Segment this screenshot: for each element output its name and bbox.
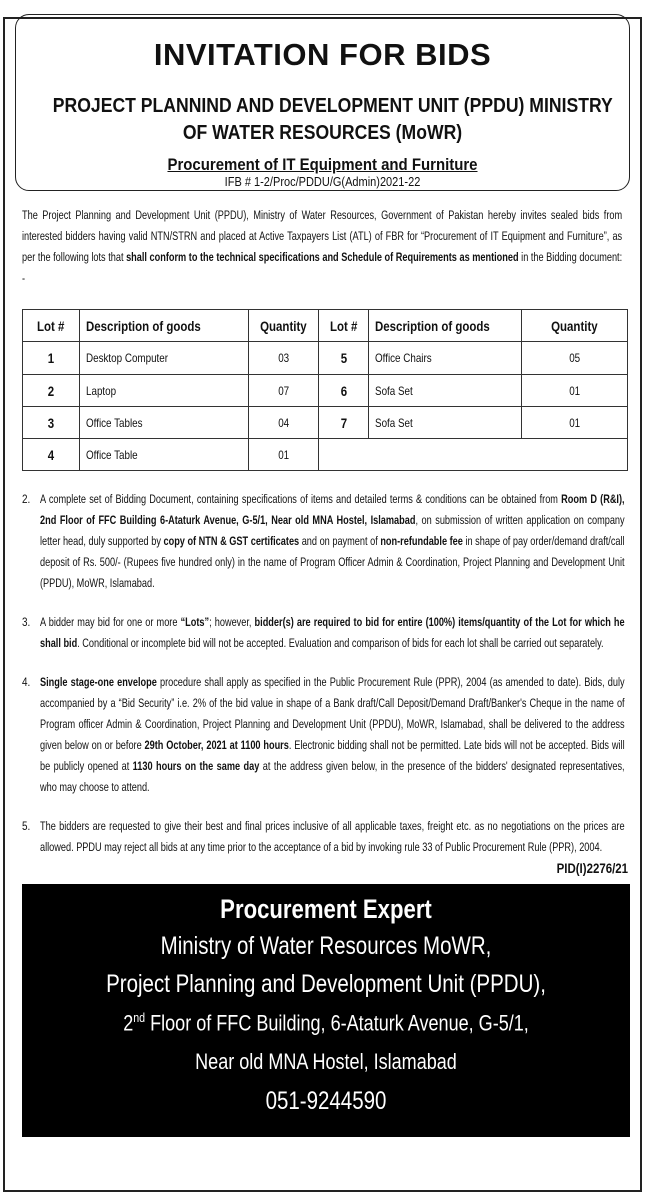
table-row <box>23 375 628 407</box>
ifb-number: IFB # 1-2/Proc/PDDU/G(Admin)2021-22 <box>224 175 421 189</box>
bold-text: non-refundable fee <box>380 534 463 548</box>
page-title: INVITATION FOR BIDS <box>153 37 492 72</box>
intro-bold: shall conform to the technical specifications and Schedule of Requirements as mentioned <box>126 250 519 264</box>
text: . Conditional or incomplete bid will not be accepted. Evaluation and comparison of bids for each lot shall be carried out separately. <box>77 636 604 650</box>
table-cell <box>369 375 522 407</box>
clause-text <box>40 672 625 798</box>
bold-text: “Lots” <box>180 615 210 629</box>
cell-text: 6 <box>340 382 347 399</box>
clause-4 <box>22 672 645 798</box>
text: and on payment of <box>299 534 381 548</box>
cell-text: Office Chairs <box>375 351 432 365</box>
clause-text <box>40 816 625 858</box>
table-header-row <box>23 310 628 342</box>
cell-text: 03 <box>278 351 290 365</box>
cell-text: Sofa Set <box>375 383 413 398</box>
cell-text: Desktop Computer <box>86 351 169 365</box>
table-row <box>23 439 628 471</box>
table-cell <box>369 407 522 439</box>
bold-text: 29th October, 2021 at 1100 hours <box>144 738 289 752</box>
pid-number: PID(I)2276/21 <box>556 861 628 876</box>
bold-text: bidder(s) are required to bid for entire (100%) items/quantity of the Lot for which he shall bid <box>40 615 625 650</box>
clause-number: 3. <box>22 615 31 629</box>
clause-2 <box>22 489 645 594</box>
text: at the address given below, in the presence of the bidders' designated representatives, who may choose to attend. <box>40 759 625 794</box>
cell-text: 2 <box>47 382 55 399</box>
table-cell <box>249 342 319 375</box>
table-cell <box>80 342 249 375</box>
clause-5 <box>22 816 645 858</box>
col-header: Lot # <box>37 317 65 334</box>
table-cell <box>249 439 319 471</box>
cell-text: 7 <box>340 414 347 431</box>
text: ; however, <box>209 615 255 629</box>
pid-row <box>22 860 628 878</box>
table-cell <box>522 407 628 439</box>
contact-phone: 051-9244590 <box>265 1087 387 1115</box>
table-cell <box>319 342 369 375</box>
bold-text: copy of NTN & GST certificates <box>163 534 300 548</box>
clause-number: 2. <box>22 492 31 506</box>
text: in shape of pay order/demand draft/call deposit of Rs. 500/- (Rupees five hundred only) in the name of Program Officer Admin & Coordination, Project Planning and Development Unit (PPDU), MoWR, Islamabad. <box>40 534 625 590</box>
lots-table <box>22 309 628 471</box>
table-cell <box>23 342 80 375</box>
cell-text: Laptop <box>86 383 117 398</box>
clauses <box>22 489 645 858</box>
cell-text: 07 <box>278 383 290 398</box>
cell-text: Sofa Set <box>375 415 413 430</box>
table-cell <box>23 375 80 407</box>
contact-title: Procurement Expert <box>220 894 432 924</box>
cell-text: 1 <box>47 350 55 366</box>
col-header: Quantity <box>260 317 308 334</box>
clause-number: 5. <box>22 819 31 833</box>
line3-post: Floor of FFC Building, 6-Ataturk Avenue, G-5/1, <box>145 1010 529 1036</box>
subject: Procurement of IT Equipment and Furniture <box>167 155 478 174</box>
table-cell <box>23 439 80 471</box>
intro-text: The Project Planning and Development Unit (PPDU), Ministry of Water Resources, Government of Pakistan hereby invites sealed bids from interested bidders having valid NTN/STRN and placed at Active Taxpayers List (ATL) of FBR for “Procurement of IT Equipment and Furniture”, as per the following lots that <box>22 208 623 264</box>
cell-text: 01 <box>569 383 581 398</box>
table-row <box>23 342 628 375</box>
table-cell <box>249 407 319 439</box>
org-line-2: OF WATER RESOURCES (MoWR) <box>182 122 463 144</box>
table-cell <box>249 375 319 407</box>
cell-text: Office Table <box>86 447 138 462</box>
text: procedure shall apply as specified in the Public Procurement Rule (PPR), 2004 (as amended to date). Bids, duly accompanied by a “Bid Security” i.e. 2% of the bid value in shape of a Bank draft/Call Deposit/Demand Draft/Banker's Cheque in the name of Program officer Admin & Coordination, Project Planning and Development Unit (PPDU), MoWR, Islamabad, shall be delivered to the address given below on or before <box>40 675 625 752</box>
clause-text <box>40 489 625 594</box>
line3-sup: nd <box>133 1010 146 1025</box>
table-cell <box>319 375 369 407</box>
contact-line-4: Near old MNA Hostel, Islamabad <box>195 1049 457 1074</box>
col-header: Lot # <box>330 317 358 334</box>
table-cell <box>522 342 628 375</box>
cell-text: 01 <box>569 415 581 430</box>
cell-text: 04 <box>278 415 290 430</box>
col-header: Description of goods <box>86 317 202 334</box>
cell-text: 3 <box>47 414 55 431</box>
contact-line-1: Ministry of Water Resources MoWR, <box>160 932 492 960</box>
text: . Electronic bidding shall not be permitted. Late bids will not be accepted. Bids will be publicly opened at <box>40 738 625 773</box>
table-cell <box>80 439 249 471</box>
org-line-1: PROJECT PLANNIND AND DEVELOPMENT UNIT (PPDU) MINISTRY <box>52 95 613 117</box>
table-cell <box>369 342 522 375</box>
cell-text: Office Tables <box>86 415 143 430</box>
intro-tail: in the Bidding document: - <box>22 250 623 285</box>
text: , on submission of written application on company letter head, duly supported by <box>40 513 625 548</box>
clause-text <box>40 612 625 654</box>
text: The bidders are requested to give their best and final prices inclusive of all applicable taxes, freight etc. as no negotiations on the prices are allowed. PPDU may reject all bids at any time prior to the acceptance of a bid by invoking rule 33 of Public Procurement Rule (PPR), 2004. <box>40 819 625 854</box>
cell-text: 5 <box>340 350 347 366</box>
line3-pre: 2 <box>123 1010 134 1036</box>
body-content <box>0 205 645 878</box>
contact-line-2: Project Planning and Development Unit (PPDU), <box>106 970 546 998</box>
clause-3 <box>22 612 645 654</box>
cell-text: 01 <box>278 447 290 462</box>
bold-text: Room D (R&I), 2nd Floor of FFC Building 6-Ataturk Avenue, G-5/1, Near old MNA Hostel, Islamabad <box>40 492 625 527</box>
table-cell <box>319 407 369 439</box>
cell-text: 4 <box>47 446 55 463</box>
text: A bidder may bid for one or more <box>40 615 181 629</box>
table-cell <box>80 375 249 407</box>
intro-paragraph <box>22 205 622 289</box>
col-header: Description of goods <box>375 317 490 334</box>
table-cell <box>522 375 628 407</box>
clause-number: 4. <box>22 675 31 689</box>
bold-text: Single stage-one envelope <box>40 675 157 689</box>
table-cell <box>23 407 80 439</box>
table-row <box>23 407 628 439</box>
text: A complete set of Bidding Document, containing specifications of items and detailed terms & conditions can be obtained from <box>40 492 562 506</box>
empty-cell <box>319 439 628 471</box>
col-header: Quantity <box>551 317 598 334</box>
contact-line-3 <box>77 1010 576 1036</box>
contact-box <box>22 884 630 1137</box>
header-box <box>15 14 630 191</box>
cell-text: 05 <box>569 351 581 365</box>
table-cell <box>80 407 249 439</box>
bold-text: 1130 hours on the same day <box>132 759 260 773</box>
